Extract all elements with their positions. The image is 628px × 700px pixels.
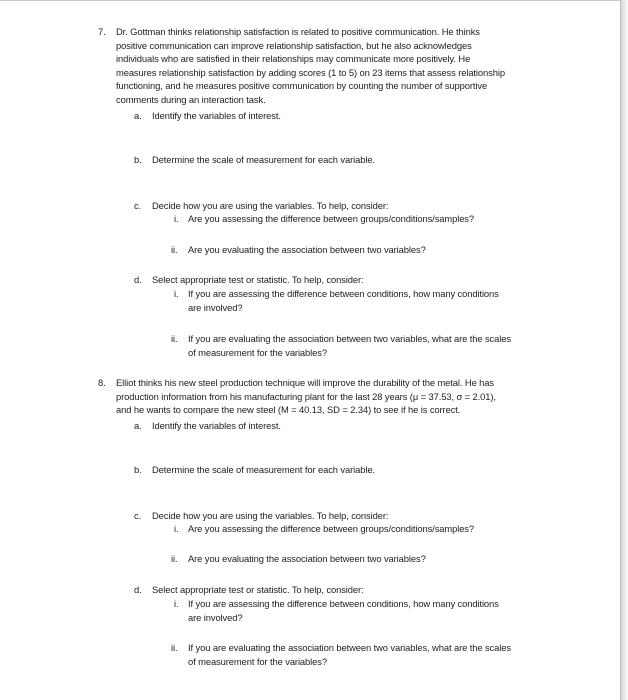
q8-d-ii-marker: ii.: [171, 642, 178, 653]
q8-d-ii-line-1: If you are evaluating the association between two variables, what are the scales: [188, 642, 511, 653]
q7-a-marker: a.: [134, 110, 142, 121]
q7-c-i-marker: i.: [174, 213, 179, 224]
q7-c-marker: c.: [134, 200, 142, 211]
q8-c-marker: c.: [134, 510, 142, 521]
question-8-number: 8.: [98, 377, 106, 388]
q8-d-ii-line-2: of measurement for the variables?: [188, 656, 327, 667]
q8-a-text: Identify the variables of interest.: [152, 420, 281, 431]
q7-d-i-line-1: If you are assessing the difference between conditions, how many conditions: [188, 288, 499, 299]
q7-d-ii-line-2: of measurement for the variables?: [188, 347, 327, 358]
question-7-text-line-2: positive communication can improve relationship satisfaction, but he also acknowledges: [116, 39, 472, 51]
q7-a-text: Identify the variables of interest.: [152, 110, 281, 121]
q8-d-text: Select appropriate test or statistic. To help, consider:: [152, 584, 364, 595]
q8-c-ii-marker: ii.: [171, 553, 178, 564]
q8-c-i-marker: i.: [174, 523, 179, 534]
q8-c-ii-text: Are you evaluating the association between two variables?: [188, 553, 426, 564]
q7-c-ii-text: Are you evaluating the association between two variables?: [188, 244, 426, 255]
q8-b-text: Determine the scale of measurement for each variable.: [152, 464, 375, 475]
q7-d-i-marker: i.: [174, 288, 179, 299]
question-7-text-line-4: measures relationship satisfaction by adding scores (1 to 5) on 23 items that assess relationship: [116, 66, 505, 78]
q7-d-ii-line-1: If you are evaluating the association between two variables, what are the scales: [188, 333, 511, 344]
q7-d-text: Select appropriate test or statistic. To help, consider:: [152, 274, 364, 285]
q8-c-text: Decide how you are using the variables. To help, consider:: [152, 510, 389, 521]
q7-c-ii-marker: ii.: [171, 244, 178, 255]
q8-c-i-text: Are you assessing the difference between groups/conditions/samples?: [188, 523, 475, 534]
question-8-text-line-2: production information from his manufacturing plant for the last 28 years (μ = 37.53, σ = 2.01),: [116, 390, 496, 402]
question-7-number: 7.: [98, 26, 106, 37]
page-top-border: [0, 0, 620, 1]
question-7-text-line-3: individuals who are satisfied in their relationships may communicate more positively. He: [116, 53, 471, 64]
question-8-text-line-1: Elliot thinks his new steel production technique will improve the durability of the metal. He has: [116, 377, 494, 388]
q7-b-marker: b.: [134, 154, 142, 165]
q8-d-i-line-2: are involved?: [188, 612, 243, 623]
page-edge-shadow: [621, 0, 628, 700]
q7-c-text: Decide how you are using the variables. To help, consider:: [152, 200, 389, 211]
q8-d-marker: d.: [134, 584, 142, 595]
question-7-text-line-5: functioning, and he measures positive communication by counting the number of supportive: [116, 80, 488, 91]
q8-b-marker: b.: [134, 464, 142, 475]
q7-c-i-text: Are you assessing the difference between groups/conditions/samples?: [188, 213, 475, 224]
question-7-text-line-1: Dr. Gottman thinks relationship satisfaction is related to positive communication. He thinks: [116, 26, 480, 37]
q7-d-i-line-2: are involved?: [188, 302, 243, 313]
question-7-text-line-6: comments during an interaction task.: [116, 93, 266, 105]
q8-a-marker: a.: [134, 420, 142, 431]
q7-d-marker: d.: [134, 274, 142, 285]
question-8-text-line-3: and he wants to compare the new steel (M = 40.13, SD = 2.34) to see if he is correct.: [116, 404, 461, 415]
q8-d-i-marker: i.: [174, 598, 179, 609]
q7-b-text: Determine the scale of measurement for each variable.: [152, 154, 375, 165]
q8-d-i-line-1: If you are assessing the difference between conditions, how many conditions: [188, 598, 499, 609]
q7-d-ii-marker: ii.: [171, 333, 178, 344]
